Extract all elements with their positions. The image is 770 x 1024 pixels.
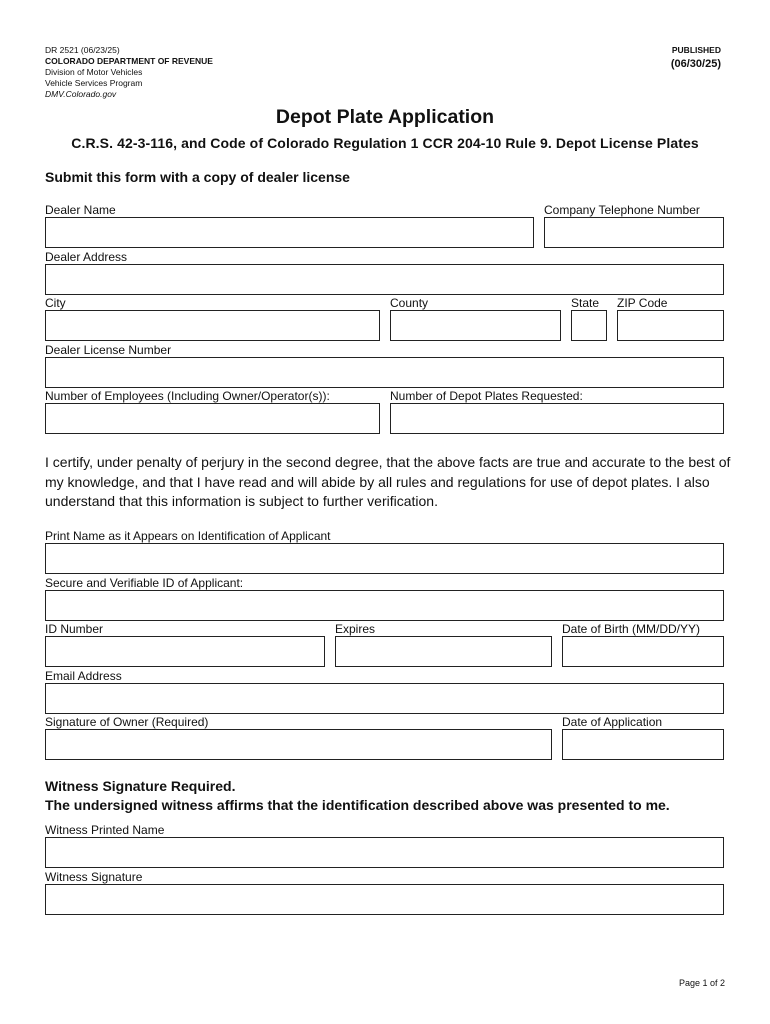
id-number-label: ID Number xyxy=(45,622,104,636)
id-number-input[interactable] xyxy=(45,636,325,667)
zip-label: ZIP Code xyxy=(617,296,668,310)
county-input[interactable] xyxy=(390,310,561,341)
secure-id-input[interactable] xyxy=(45,590,724,621)
num-employees-label: Number of Employees (Including Owner/Operator(s)): xyxy=(45,389,330,403)
email-label: Email Address xyxy=(45,669,122,683)
witness-signature-input[interactable] xyxy=(45,884,724,915)
published-block xyxy=(671,45,721,71)
certification-text: I certify, under penalty of perjury in the second degree, that the above facts are true and accurate to the best of my knowledge, and that I have read and will abide by all rules and regulations for use of depot plates. I also understand that this information is subject to further verification. xyxy=(45,454,731,509)
website-text: DMV.Colorado.gov xyxy=(45,89,117,99)
zip-input[interactable] xyxy=(617,310,724,341)
email-input[interactable] xyxy=(45,683,724,714)
company-phone-label: Company Telephone Number xyxy=(544,203,700,217)
dealer-address-label: Dealer Address xyxy=(45,250,128,264)
dealer-name-input[interactable] xyxy=(45,217,534,248)
owner-signature-input[interactable] xyxy=(45,729,552,760)
form-header xyxy=(45,45,213,100)
expires-input[interactable] xyxy=(335,636,552,667)
published-label: PUBLISHED xyxy=(671,45,721,55)
department-name: COLORADO DEPARTMENT OF REVENUE xyxy=(45,56,213,66)
license-number-input[interactable] xyxy=(45,357,724,388)
print-name-label: Print Name as it Appears on Identification of Applicant xyxy=(45,529,331,543)
owner-signature-label: Signature of Owner (Required) xyxy=(45,715,209,729)
witness-signature-label: Witness Signature xyxy=(45,870,143,884)
form-instruction: Submit this form with a copy of dealer license xyxy=(45,169,350,185)
form-title: Depot Plate Application xyxy=(275,106,495,128)
program-name: Vehicle Services Program xyxy=(45,78,143,88)
secure-id-label: Secure and Verifiable ID of Applicant: xyxy=(45,576,244,590)
license-number-label: Dealer License Number xyxy=(45,343,172,357)
num-plates-input[interactable] xyxy=(390,403,724,434)
form-subtitle: C.R.S. 42-3-116, and Code of Colorado Regulation 1 CCR 204-10 Rule 9. Depot License Plates xyxy=(71,135,699,151)
county-label: County xyxy=(390,296,429,310)
dealer-address-input[interactable] xyxy=(45,264,724,295)
application-date-label: Date of Application xyxy=(562,715,663,729)
witness-section-heading xyxy=(45,777,670,815)
num-employees-input[interactable] xyxy=(45,403,380,434)
dob-input[interactable] xyxy=(562,636,724,667)
witness-required-text: Witness Signature Required. xyxy=(45,778,236,794)
print-name-input[interactable] xyxy=(45,543,724,574)
dealer-name-label: Dealer Name xyxy=(45,203,116,217)
expires-label: Expires xyxy=(335,622,376,636)
dob-label: Date of Birth (MM/DD/YY) xyxy=(562,622,701,636)
page-number: Page 1 of 2 xyxy=(678,978,725,988)
company-phone-input[interactable] xyxy=(544,217,724,248)
city-input[interactable] xyxy=(45,310,380,341)
state-input[interactable] xyxy=(571,310,607,341)
form-id: DR 2521 (06/23/25) xyxy=(45,45,120,55)
witness-name-label: Witness Printed Name xyxy=(45,823,165,837)
published-date: (06/30/25) xyxy=(670,58,721,70)
witness-name-input[interactable] xyxy=(45,837,724,868)
division-name: Division of Motor Vehicles xyxy=(45,67,143,77)
application-date-input[interactable] xyxy=(562,729,724,760)
city-label: City xyxy=(45,296,66,310)
witness-affirmation-text: The undersigned witness affirms that the identification described above was presented to me. xyxy=(45,797,670,813)
state-label: State xyxy=(571,296,600,310)
num-plates-label: Number of Depot Plates Requested: xyxy=(390,389,583,403)
